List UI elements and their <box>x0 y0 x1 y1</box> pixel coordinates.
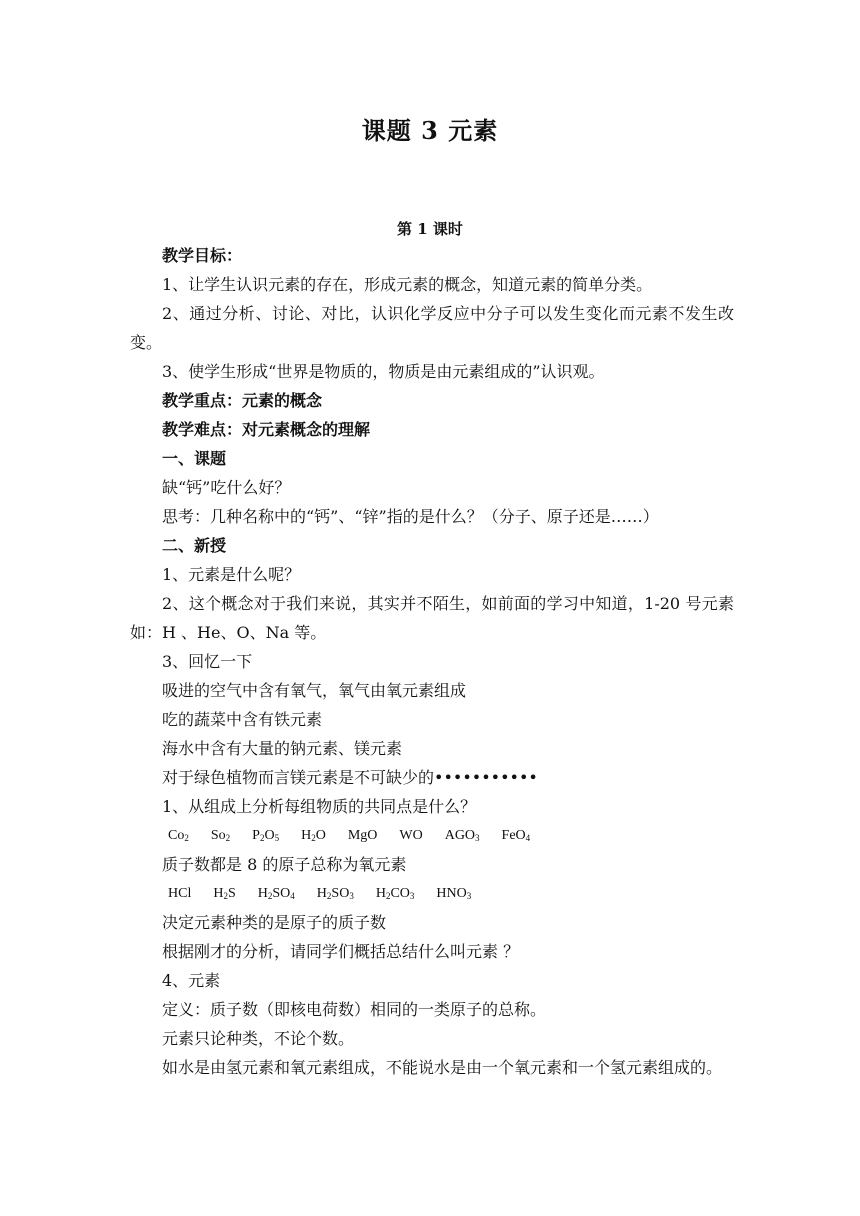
chemical-formula: $HNO_3$ <box>436 886 472 901</box>
goal-2: 2、通过分析、讨论、对比，认识化学反应中分子可以发生变化而元素不发生改变。 <box>130 304 734 352</box>
lesson-subtitle: 第 1 课时 <box>397 220 463 238</box>
chemical-formula: FeO$_4$ <box>501 828 531 843</box>
chemical-formula: $H_2O$ <box>301 828 326 843</box>
goal-1: 1、让学生认识元素的存在，形成元素的概念，知道元素的简单分类。 <box>162 275 653 294</box>
new-item-2: 2、这个概念对于我们来说，其实并不陌生，如前面的学习中知道，1-20 号元素如：H 、He、O、Na 等。 <box>130 594 734 642</box>
decide-line: 决定元素种类的是原子的质子数 <box>162 913 387 932</box>
recall-line-2: 吃的蔬菜中含有铁元素 <box>162 710 323 729</box>
chemical-formula: MgO <box>347 828 378 843</box>
kind-line: 元素只论种类，不论个数。 <box>162 1029 355 1048</box>
section-heading-2: 二、新授 <box>162 536 227 555</box>
recall-line-4: 对于绿色植物而言镁元素是不可缺少的••••••••••• <box>162 768 538 787</box>
chemical-formula: $Co_2$ <box>168 828 189 843</box>
new-item-3: 3、回忆一下 <box>162 652 253 671</box>
chemical-formula: $P_2O_5$ <box>252 828 280 843</box>
chemical-formula: $H_2SO_3$ <box>316 886 354 901</box>
formula-row-2 <box>130 879 734 908</box>
water-example: 如水是由氢元素和氧元素组成，不能说水是由一个氧元素和一个氢元素组成的。 <box>162 1058 723 1077</box>
summary-question: 根据刚才的分析，请同学们概括总结什么叫元素 ？ <box>162 942 520 961</box>
chemical-formula: $So_2$ <box>210 828 231 843</box>
chemical-formula: WO <box>399 828 423 843</box>
formula-row-1 <box>130 821 734 850</box>
chemical-formula: HCl <box>168 886 192 901</box>
difficulty: 教学难点：对元素概念的理解 <box>162 420 371 439</box>
page-title: 课题 3 元素 <box>361 116 499 145</box>
document-body <box>130 241 734 1082</box>
chemical-formula: $H_2SO_4$ <box>257 886 295 901</box>
section-heading-1: 一、课题 <box>162 449 227 468</box>
goals-heading: 教学目标： <box>162 246 243 265</box>
goal-3: 3、使学生形成“世界是物质的，物质是由元素组成的”认识观。 <box>162 362 605 381</box>
key-point: 教学重点：元素的概念 <box>162 391 323 410</box>
question-line: 缺“钙”吃什么好？ <box>162 478 291 497</box>
chemical-formula: $H_2CO_3$ <box>375 886 415 901</box>
recall-line-1: 吸进的空气中含有氧气，氧气由氧元素组成 <box>162 681 467 700</box>
oxygen-element-line: 质子数都是 8 的原子总称为氧元素 <box>162 855 407 874</box>
definition-line: 定义：质子数（即核电荷数）相同的一类原子的总称。 <box>162 1000 547 1019</box>
chemical-formula: $AGO_3$ <box>444 828 480 843</box>
new-item-1: 1、元素是什么呢？ <box>162 565 301 584</box>
analysis-question: 1、从组成上分析每组物质的共同点是什么？ <box>162 797 477 816</box>
recall-line-3: 海水中含有大量的钠元素、镁元素 <box>162 739 403 758</box>
think-line: 思考：几种名称中的“钙”、“锌”指的是什么？（分子、原子还是……） <box>162 507 659 526</box>
new-item-4: 4、元素 <box>162 971 221 990</box>
chemical-formula: $H_2S$ <box>213 886 236 901</box>
